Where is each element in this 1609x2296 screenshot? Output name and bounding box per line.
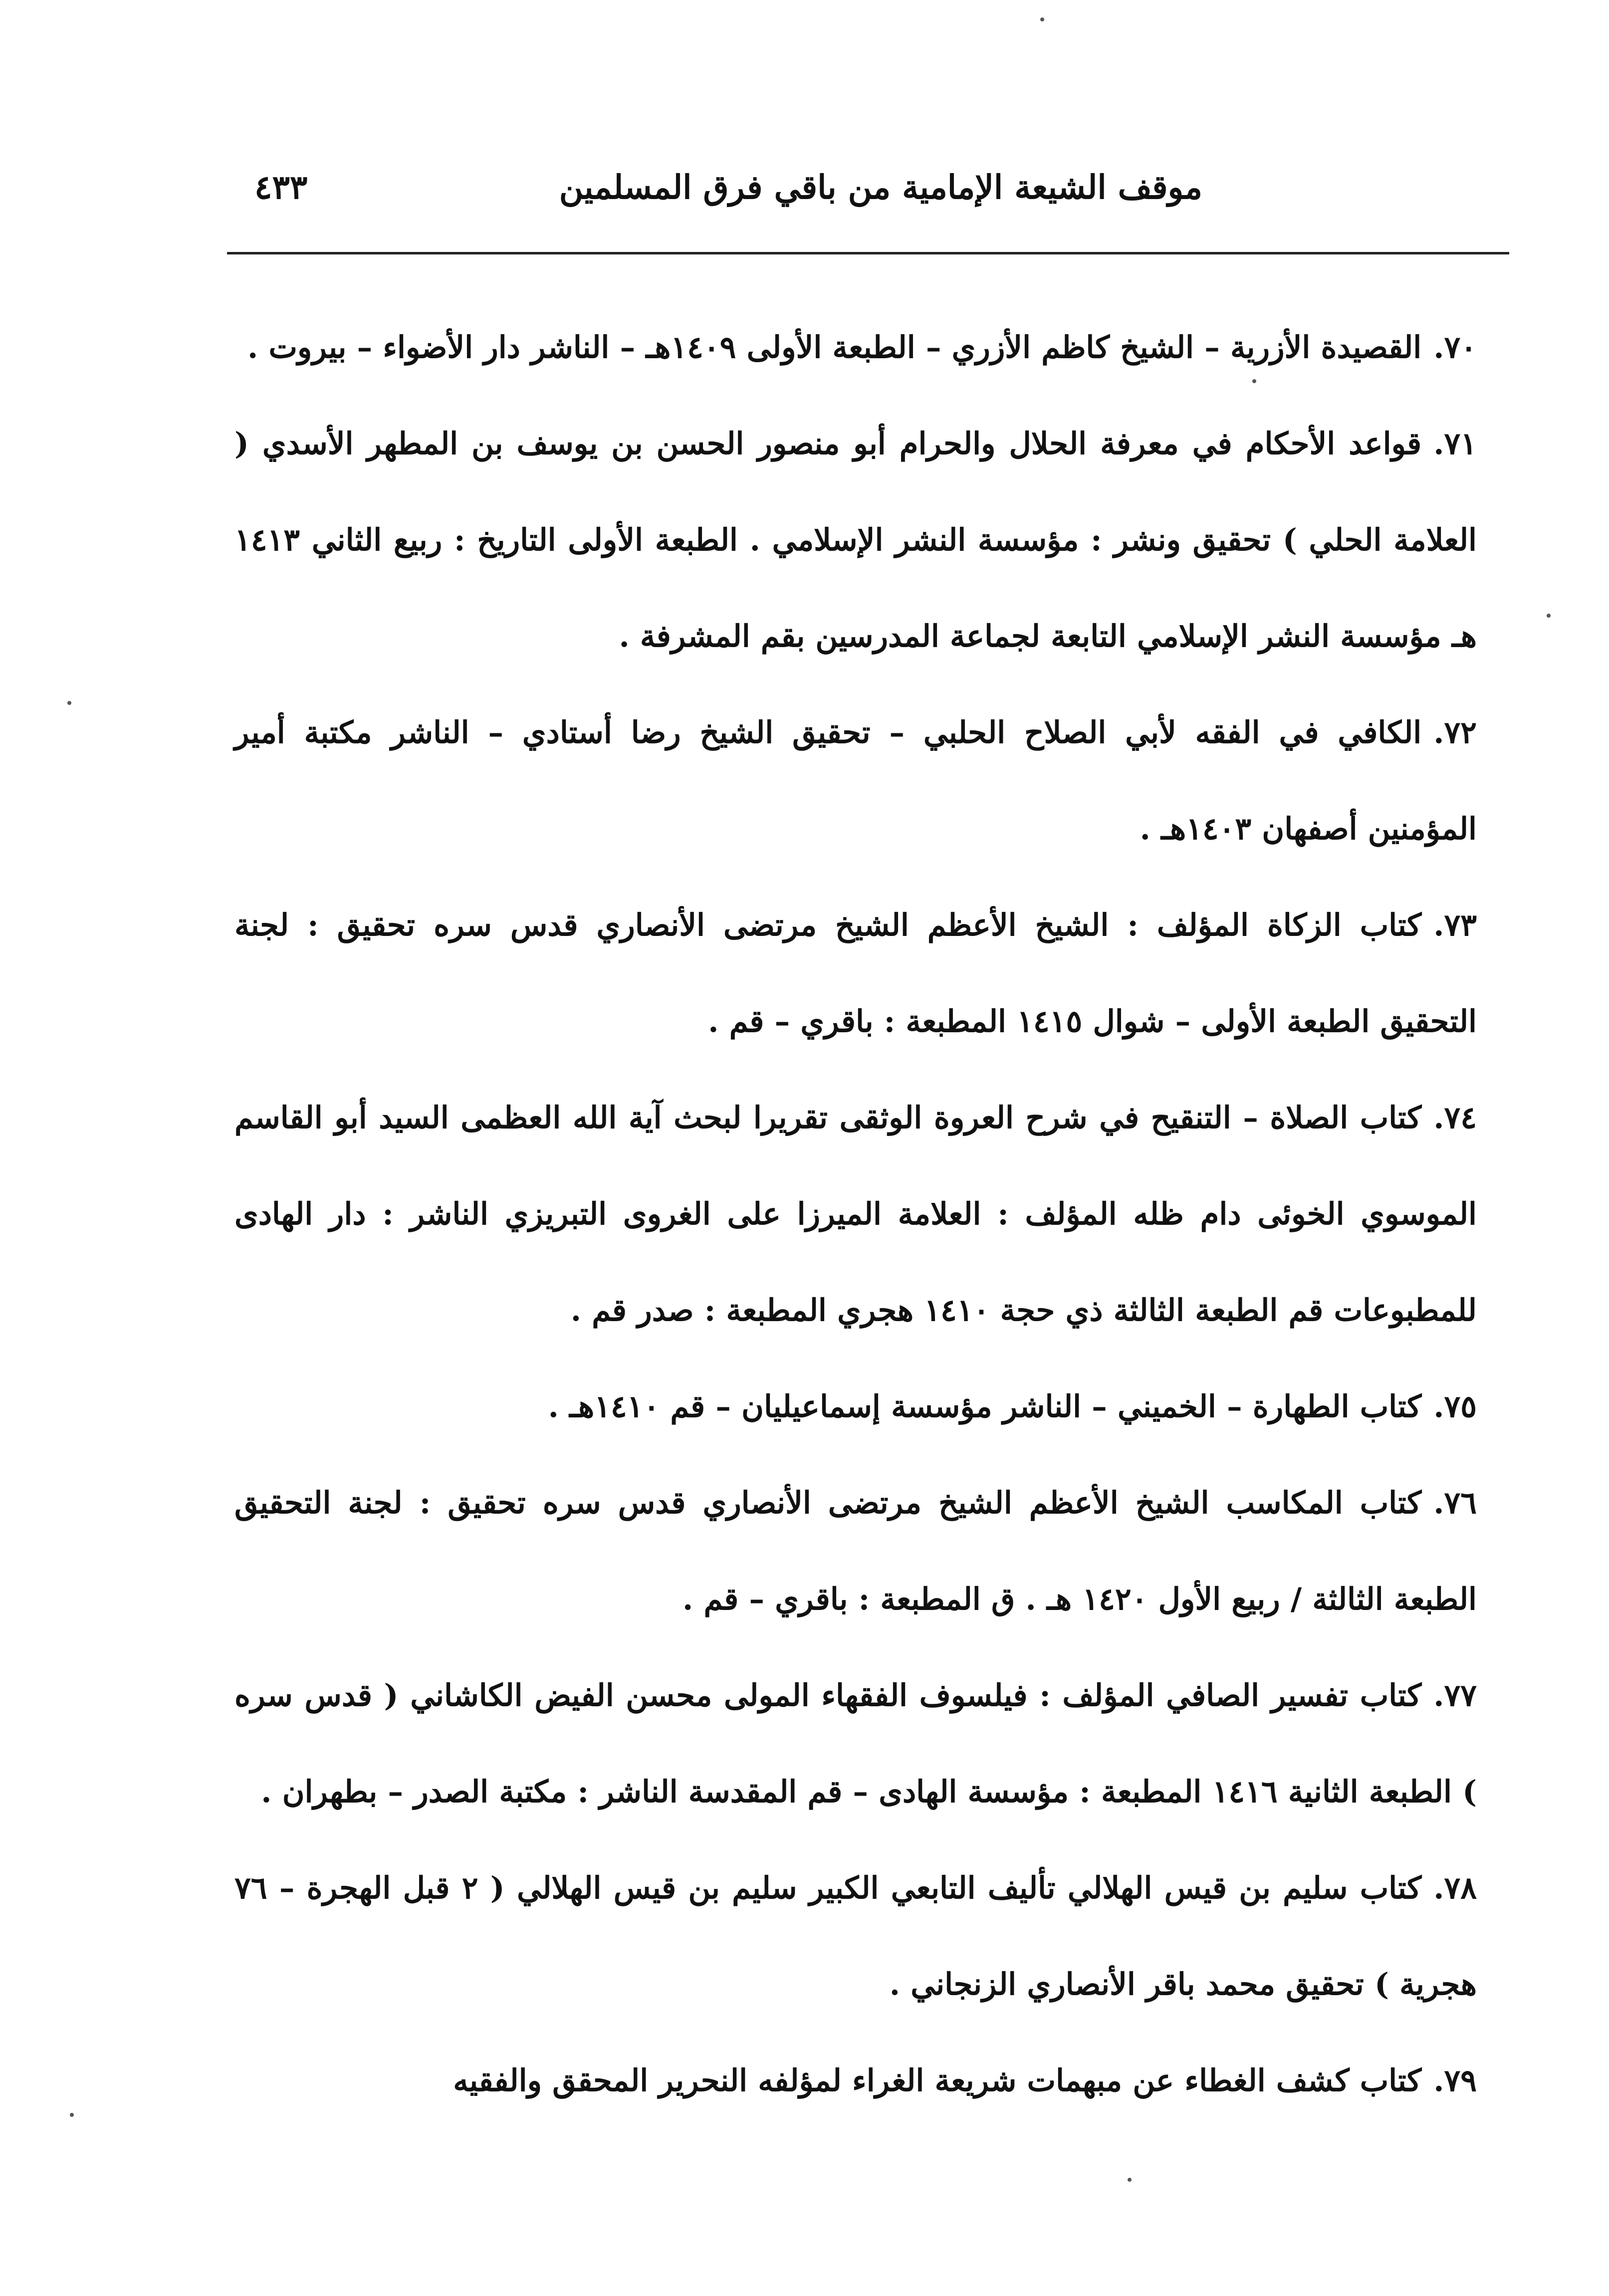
scan-speck (1128, 2178, 1132, 2182)
bibliography-entry (234, 2033, 1477, 2129)
entry-number: ٧٥. (1433, 1389, 1477, 1424)
scan-speck (1547, 614, 1551, 618)
entry-text: كتاب كشف الغطاء عن مبهمات شريعة الغراء لمؤلفه النحرير المحقق والفقيه (453, 2063, 1422, 2098)
scan-speck (1252, 379, 1256, 383)
entry-number: ٧٨. (1433, 1870, 1477, 1906)
bibliography-entry (234, 1359, 1477, 1455)
scan-speck (1040, 17, 1044, 21)
bibliography-entry (234, 1070, 1477, 1359)
entry-number: ٧٤. (1433, 1100, 1477, 1136)
entry-number: ٧٣. (1433, 908, 1477, 943)
entry-text: قواعد الأحكام في معرفة الحلال والحرام أبو منصور الحسن بن يوسف بن المطهر الأسدي ( العلامة الحلي ) تحقيق ونشر : مؤسسة النشر الإسلامي . الطبعة الأولى التاريخ : ربيع الثاني ١٤١٣ هـ مؤسسة النشر الإسلامي التابعة لجماعة المدرسين بقم المشرفة . (234, 426, 1477, 654)
bibliography-entry (234, 1840, 1477, 2033)
entry-text: كتاب المكاسب الشيخ الأعظم الشيخ مرتضى الأنصاري قدس سره تحقيق : لجنة التحقيق الطبعة الثالثة / ربيع الأول ١٤٢٠ هـ . ق المطبعة : باقري – قم . (234, 1485, 1477, 1617)
bibliography-entry (234, 299, 1477, 396)
scan-speck (67, 701, 71, 705)
bibliography-entry (234, 877, 1477, 1070)
entry-number: ٧٧. (1433, 1678, 1477, 1713)
running-title: موقف الشيعة الإمامية من باقي فرق المسلمين (559, 168, 1202, 207)
bibliography-entry (234, 1455, 1477, 1647)
bibliography-entry (234, 1647, 1477, 1840)
entry-text: القصيدة الأزرية – الشيخ كاظم الأزري – الطبعة الأولى ١٤٠٩هـ – الناشر دار الأضواء – بيروت . (247, 330, 1422, 365)
entry-number: ٧٢. (1433, 715, 1477, 750)
bibliography-entry (234, 685, 1477, 877)
entry-number: ٧٦. (1433, 1485, 1477, 1521)
entry-text: كتاب الصلاة – التنقيح في شرح العروة الوثقى تقريرا لبحث آية الله العظمى السيد أبو القاسم الموسوي الخوئى دام ظله المؤلف : العلامة الميرزا على الغروى التبريزي الناشر : دار الهادى للمطبوعات قم الطبعة الثالثة ذي حجة ١٤١٠ هجري المطبعة : صدر قم . (234, 1100, 1477, 1328)
entry-text: كتاب الزكاة المؤلف : الشيخ الأعظم الشيخ مرتضى الأنصاري قدس سره تحقيق : لجنة التحقيق الطبعة الأولى – شوال ١٤١٥ المطبعة : باقري – قم . (234, 908, 1477, 1039)
bibliography-list (234, 299, 1477, 2129)
scan-speck (70, 2113, 74, 2117)
header-divider (227, 252, 1509, 254)
entry-text: كتاب تفسير الصافي المؤلف : فيلسوف الفقهاء المولى محسن الفيض الكاشاني ( قدس سره ) الطبعة الثانية ١٤١٦ المطبعة : مؤسسة الهادى – قم المقدسة الناشر : مكتبة الصدر – بطهران . (234, 1678, 1477, 1810)
entry-text: الكافي في الفقه لأبي الصلاح الحلبي – تحقيق الشيخ رضا أستادي – الناشر مكتبة أمير المؤمنين أصفهان ١٤٠٣هـ . (234, 715, 1477, 847)
entry-text: كتاب الطهارة – الخميني – الناشر مؤسسة إسماعيليان – قم ١٤١٠هـ . (548, 1389, 1422, 1424)
entry-number: ٧٠. (1433, 330, 1477, 365)
entry-number: ٧١. (1433, 426, 1477, 461)
entry-number: ٧٩. (1433, 2063, 1477, 2098)
page-header (225, 160, 1512, 220)
page-number: ٤٣٣ (254, 168, 308, 207)
bibliography-entry (234, 396, 1477, 685)
entry-text: كتاب سليم بن قيس الهلالي تأليف التابعي الكبير سليم بن قيس الهلالي ( ٢ قبل الهجرة – ٧٦ هجرية ) تحقيق محمد باقر الأنصاري الزنجاني . (234, 1870, 1477, 2002)
